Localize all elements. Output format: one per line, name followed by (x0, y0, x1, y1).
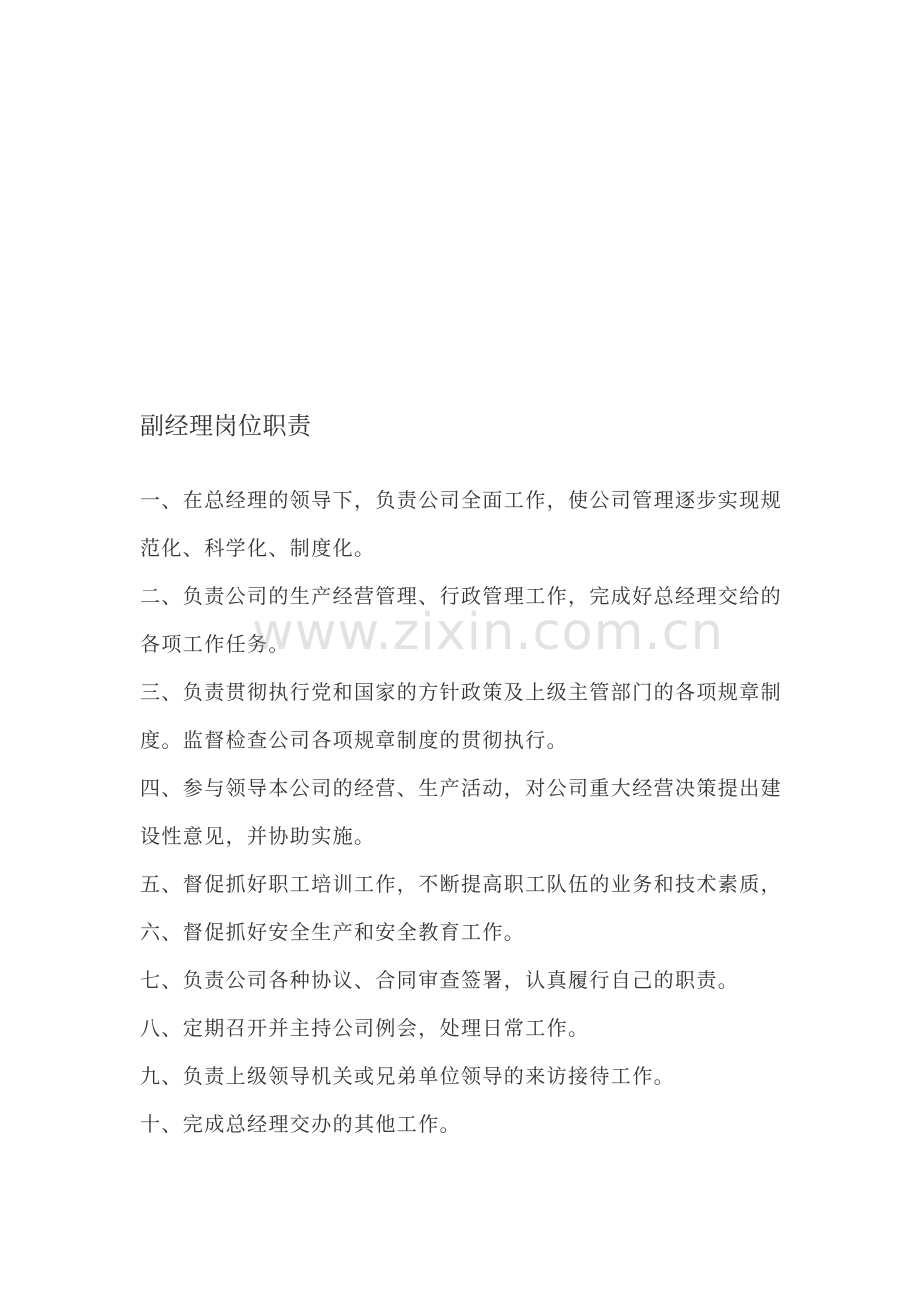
duty-item-4: 四、参与领导本公司的经营、生产活动，对公司重大经营决策提出建设性意见，并协助实施。 (140, 776, 782, 848)
duty-item-1: 一、在总经理的领导下，负责公司全面工作，使公司管理逐步实现规范化、科学化、制度化。 (140, 488, 782, 560)
document-title: 副经理岗位职责 (140, 412, 312, 440)
duty-item-7: 七、负责公司各种协议、合同审查签署，认真履行自己的职责。 (140, 968, 740, 992)
duty-item-10: 十、完成总经理交办的其他工作。 (140, 1112, 461, 1136)
duty-item-5: 五、督促抓好职工培训工作，不断提高职工队伍的业务和技术素质， (140, 872, 782, 896)
duty-item-3: 三、负责贯彻执行党和国家的方针政策及上级主管部门的各项规章制度。监督检查公司各项规章制度的贯彻执行。 (140, 680, 782, 752)
duty-item-9: 九、负责上级领导机关或兄弟单位领导的来访接待工作。 (140, 1064, 675, 1088)
duty-item-2: 二、负责公司的生产经营管理、行政管理工作，完成好总经理交给的各项工作任务。 (140, 584, 782, 656)
watermark-text: www.zixin.com.cn (252, 603, 724, 662)
duty-item-8: 八、定期召开并主持公司例会，处理日常工作。 (140, 1016, 590, 1040)
duty-item-6: 六、督促抓好安全生产和安全教育工作。 (140, 920, 526, 944)
document-body (140, 476, 790, 1148)
